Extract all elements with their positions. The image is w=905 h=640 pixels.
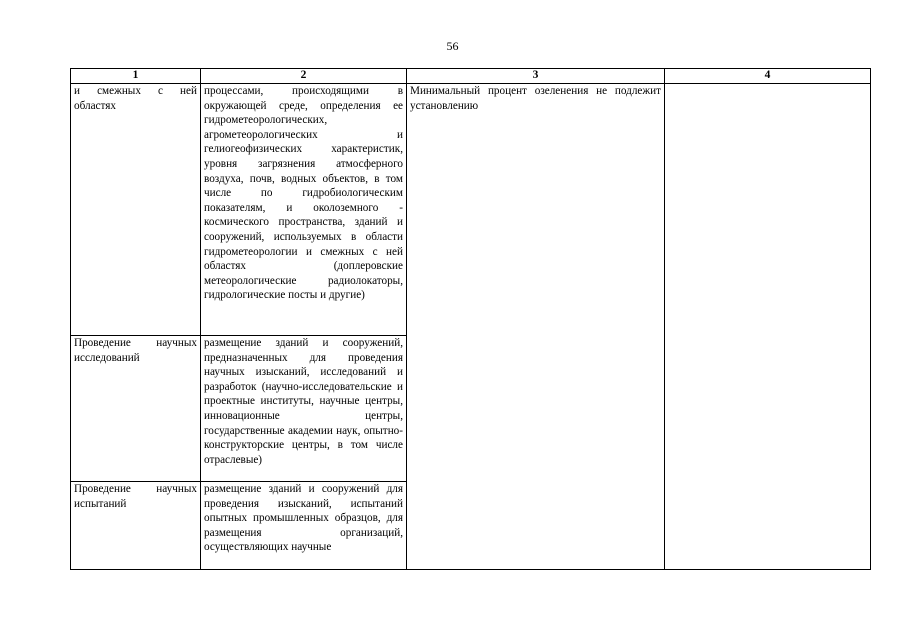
table-header-row xyxy=(71,69,871,84)
column-header-1: 1 xyxy=(71,69,201,84)
land-use-description-cell: процессами, происходящими в окружающей среде, определения ее гидрометеорологических, агрометеорологических и гелиогеофизических характеристик, уровня загрязнения атмосферного воздуха, почв, водных объектов, в том числе по гидробиологическим показателям, и околоземного - космического пространства, зданий и сооружений, используемых в области гидрометеорологии и смежных с ней областях (доплеровские метеорологические радиолокаторы, гидрологические посты и другие) xyxy=(201,84,407,336)
land-use-name-cell: Проведение научных испытаний xyxy=(71,482,201,570)
column-4-cell xyxy=(665,84,871,570)
column-header-3: 3 xyxy=(407,69,665,84)
land-use-description-cell: размещение зданий и сооружений, предназначенных для проведения научных изысканий, исследований и разработок (научно-исследовательские и проектные институты, научные центры, инновационные центры, государственные академии наук, опытно-конструкторские центры, в том числе отраслевые) xyxy=(201,336,407,482)
land-use-name-cell: и смежных с ней областях xyxy=(71,84,201,336)
regulation-table xyxy=(70,68,871,570)
column-header-4: 4 xyxy=(665,69,871,84)
page-number: 56 xyxy=(446,39,459,53)
column-header-2: 2 xyxy=(201,69,407,84)
greening-percent-cell: Минимальный процент озеленения не подлежит установлению xyxy=(407,84,665,570)
land-use-description-cell: размещение зданий и сооружений для проведения изысканий, испытаний опытных промышленных образцов, для размещения организаций, осуществляющих научные xyxy=(201,482,407,570)
table-row xyxy=(71,84,871,336)
land-use-name-cell: Проведение научных исследований xyxy=(71,336,201,482)
